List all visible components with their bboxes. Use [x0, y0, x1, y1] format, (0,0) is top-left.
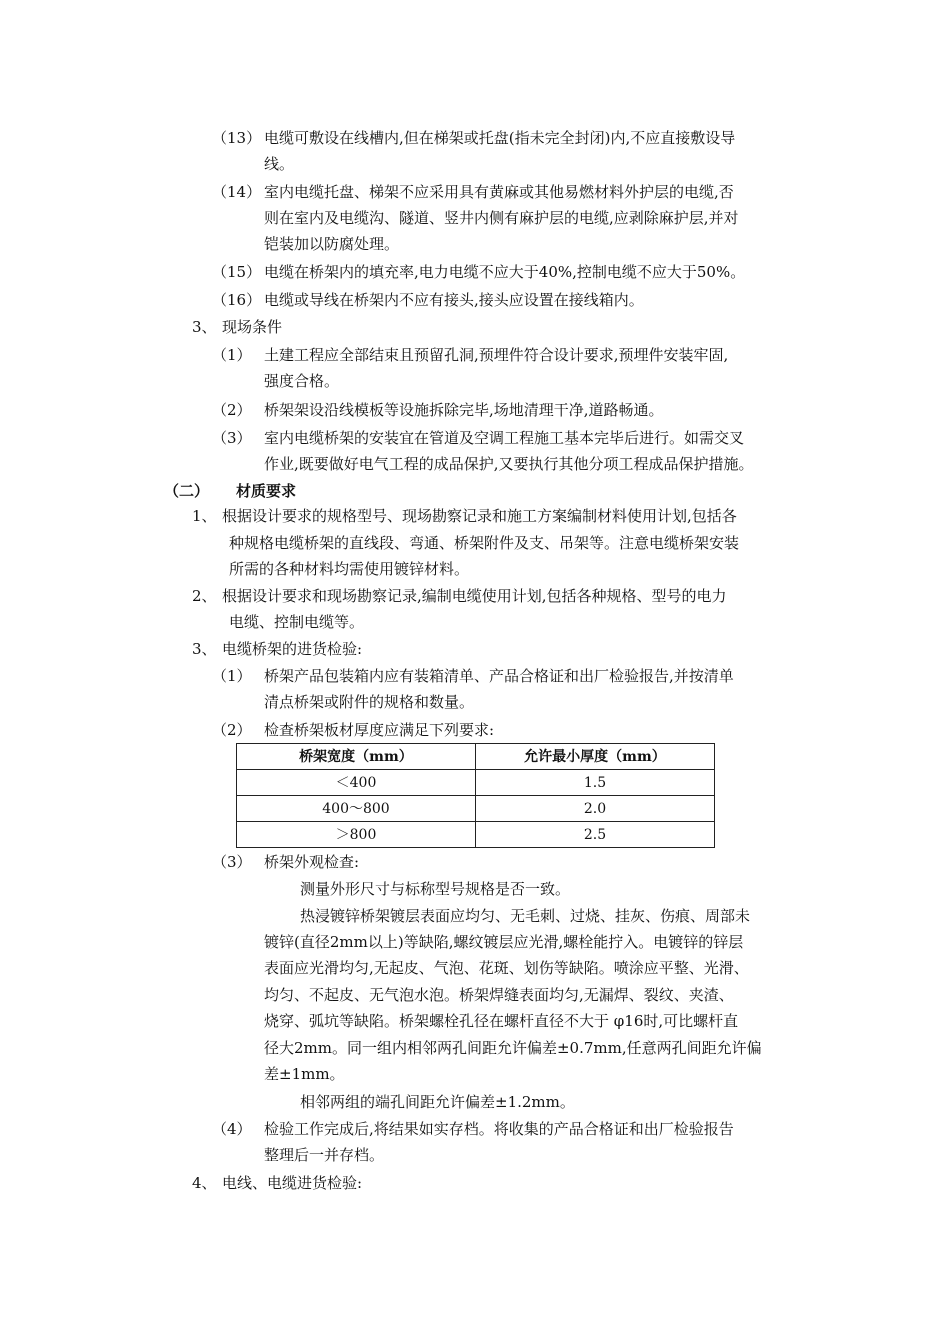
check-item-1-number: （1）: [212, 667, 252, 685]
appearance-para-2-line1: 热浸镀锌桥架镀层表面应均匀、无毛刺、过烧、挂灰、伤痕、周部未: [300, 907, 751, 925]
mat-item-1-line2: 种规格电缆桥架的直线段、弯通、桥架附件及支、吊架等。注意电缆桥架安装: [229, 534, 740, 552]
item-15-text: 电缆在桥架内的填充率,电力电缆不应大于40%,控制电缆不应大于50%。: [264, 263, 746, 281]
check-item-3-title: 桥架外观检查:: [264, 853, 360, 871]
table-cell: ＞800: [237, 822, 476, 848]
table-cell: 2.0: [476, 796, 715, 822]
site-item-2-line1: 桥架架设沿线模板等设施拆除完毕,场地清理干净,道路畅通。: [264, 401, 664, 419]
item-16-text: 电缆或导线在桥架内不应有接头,接头应设置在接线箱内。: [264, 291, 644, 309]
appearance-para-2-line2: 镀锌(直径2mm以上)等缺陷,螺纹镀层应光滑,螺栓能拧入。电镀锌的锌层: [264, 933, 744, 951]
mat-item-3-line1: 电缆桥架的进货检验:: [222, 640, 363, 658]
mat-item-1-number: 1、: [192, 507, 217, 525]
mat-item-2-number: 2、: [192, 587, 217, 605]
site-item-3-number: （3）: [212, 429, 252, 447]
item-13-text-line2: 线。: [264, 155, 295, 173]
section-3-number: 3、: [192, 318, 217, 336]
table-row: [237, 770, 715, 796]
site-item-3-line1: 室内电缆桥架的安装宜在管道及空调工程施工基本完毕后进行。如需交叉: [264, 429, 745, 447]
item-13-number: （13）: [212, 129, 262, 147]
item-15-number: （15）: [212, 263, 262, 281]
table-header-width: 桥架宽度（mm）: [237, 744, 476, 770]
appearance-para-1: 测量外形尺寸与标称型号规格是否一致。: [300, 880, 571, 898]
check-item-3-number: （3）: [212, 853, 252, 871]
section-3-title: 现场条件: [222, 318, 283, 336]
appearance-para-2-line6: 径大2mm。同一组内相邻两孔间距允许偏差±0.7mm,任意两孔间距允许偏: [264, 1039, 762, 1057]
appearance-para-2-line3: 表面应光滑均匀,无起皮、气泡、花斑、划伤等缺陷。喷涂应平整、光滑、: [264, 959, 749, 977]
site-item-3-line2: 作业,既要做好电气工程的成品保护,又要执行其他分项工程成品保护措施。: [264, 455, 754, 473]
section-4-number: 4、: [192, 1174, 217, 1192]
mat-item-1-line3: 所需的各种材料均需使用镀锌材料。: [229, 560, 470, 578]
check-item-2-number: （2）: [212, 721, 252, 739]
check-item-4-line2: 整理后一并存档。: [264, 1146, 385, 1164]
appearance-para-3: 相邻两组的端孔间距允许偏差±1.2mm。: [300, 1093, 575, 1111]
section-4-title: 电线、电缆进货检验:: [222, 1174, 363, 1192]
item-14-text-line2: 则在室内及电缆沟、隧道、竖井内侧有麻护层的电缆,应剥除麻护层,并对: [264, 209, 739, 227]
check-item-1-line1: 桥架产品包装箱内应有装箱清单、产品合格证和出厂检验报告,并按清单: [264, 667, 734, 685]
heading-2-number: （二）: [164, 482, 210, 500]
appearance-para-2-line7: 差±1mm。: [264, 1065, 345, 1083]
table-row: [237, 822, 715, 848]
site-item-2-number: （2）: [212, 401, 252, 419]
site-item-1-line2: 强度合格。: [264, 372, 340, 390]
item-16-number: （16）: [212, 291, 262, 309]
table-header-row: [237, 744, 715, 770]
item-14-number: （14）: [212, 183, 262, 201]
site-item-1-line1: 土建工程应全部结束且预留孔洞,预埋件符合设计要求,预埋件安装牢固,: [264, 346, 729, 364]
appearance-para-2-line4: 均匀、不起皮、无气泡水泡。桥架焊缝表面均匀,无漏焊、裂纹、夹渣、: [264, 986, 734, 1004]
check-item-4-line1: 检验工作完成后,将结果如实存档。将收集的产品合格证和出厂检验报告: [264, 1120, 734, 1138]
mat-item-3-number: 3、: [192, 640, 217, 658]
table-cell: 2.5: [476, 822, 715, 848]
appearance-para-2-line5: 烧穿、弧坑等缺陷。桥架螺栓孔径在螺杆直径不大于 φ16时,可比螺杆直: [264, 1012, 739, 1030]
mat-item-2-line2: 电缆、控制电缆等。: [229, 613, 365, 631]
site-item-1-number: （1）: [212, 346, 252, 364]
mat-item-1-line1: 根据设计要求的规格型号、现场勘察记录和施工方案编制材料使用计划,包括各: [222, 507, 737, 525]
table-cell: 1.5: [476, 770, 715, 796]
check-item-2-line1: 检查桥架板材厚度应满足下列要求:: [264, 721, 495, 739]
item-13-text-line1: 电缆可敷设在线槽内,但在梯架或托盘(指未完全封闭)内,不应直接敷设导: [264, 129, 736, 147]
table-header-thickness: 允许最小厚度（mm）: [476, 744, 715, 770]
heading-2-title: 材质要求: [236, 482, 297, 500]
check-item-4-number: （4）: [212, 1120, 252, 1138]
thickness-table: [236, 743, 715, 848]
item-14-text-line3: 铠装加以防腐处理。: [264, 235, 400, 253]
table-row: [237, 796, 715, 822]
item-14-text-line1: 室内电缆托盘、梯架不应采用具有黄麻或其他易燃材料外护层的电缆,否: [264, 183, 734, 201]
mat-item-2-line1: 根据设计要求和现场勘察记录,编制电缆使用计划,包括各种规格、型号的电力: [222, 587, 727, 605]
check-item-1-line2: 清点桥架或附件的规格和数量。: [264, 693, 475, 711]
table-cell: 400～800: [237, 796, 476, 822]
table-cell: ＜400: [237, 770, 476, 796]
